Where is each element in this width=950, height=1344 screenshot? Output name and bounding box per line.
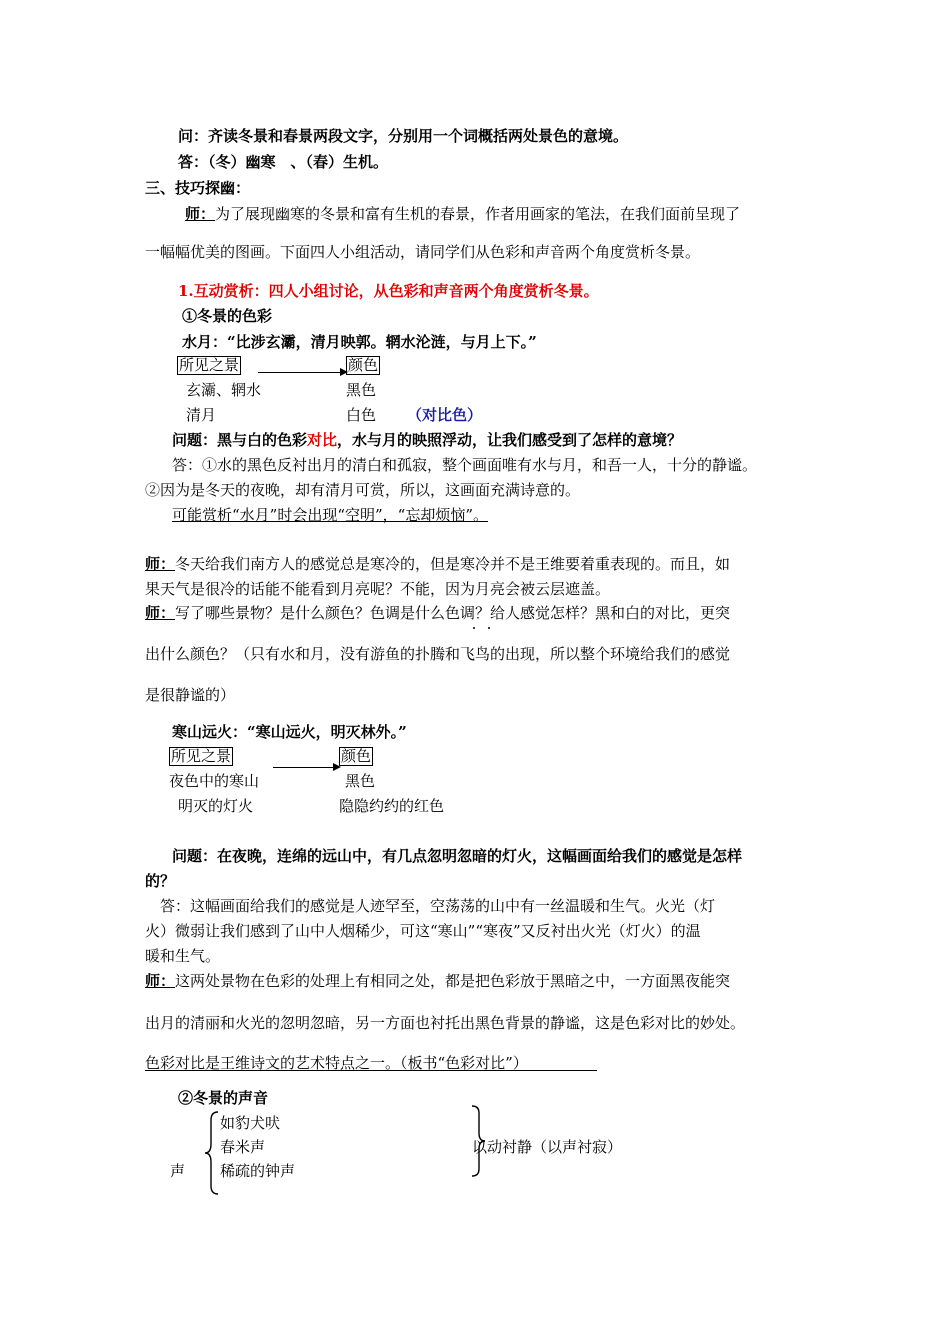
highlight-text: 对比 [307,431,338,449]
paragraph-line: 为了展现幽寒的冬景和富有生机的春景，作者用画家的笔法，在我们面前呈现了 [215,205,741,223]
emphasis-dot [488,627,490,629]
table-header-color [346,355,380,375]
subheading-sound: ②冬景的声音 [178,1089,269,1107]
answer-line: 答：这幅画面给我们的感觉是人迹罕至，空荡荡的山中有一丝温暖和生气。火光（灯 [160,897,716,915]
table-cell-color: 黑色 [345,772,376,790]
question-part: ，水与月的映照浮动，让我们感受到了怎样的意境？ [337,431,683,449]
header-cell: 颜色 [348,356,379,374]
emphasis-dot [473,627,475,629]
sound-label: 声 [170,1162,186,1180]
paragraph-line: 这两处景物在色彩的处理上有相同之处，都是把色彩放于黑暗之中，一方面黑夜能突 [175,972,731,990]
header-cell: 所见之景 [171,747,232,765]
paragraph-line: 一幅幅优美的图画。下面四人小组活动，请同学们从色彩和声音两个角度赏析冬景。 [145,243,701,261]
paragraph-line: 写了哪些景物？是什么颜色？色调是什么色调？给人感觉怎样？黑和白的对比，更突 [175,604,731,622]
answer-text: 答：（冬）幽寒 、（春）生机。 [178,153,389,171]
paragraph-line: 出什么颜色？（只有水和月，没有游鱼的扑腾和飞鸟的出现，所以整个环境给我们的感觉 [145,645,731,663]
table-header-color [339,746,373,766]
sound-item: 春米声 [220,1138,266,1156]
paragraph-line: 出月的清丽和火光的忽明忽暗，另一方面也衬托出黑色背景的静谧，这是色彩对比的妙处。 [145,1014,746,1032]
sound-conclusion: 以动衬静（以声衬寂） [472,1138,623,1156]
section-heading: 三、技巧探幽： [145,179,251,197]
teacher-label: 师： [145,972,176,990]
quote-cold-mountain: 寒山远火：“寒山远火，明灭林外。” [172,723,407,741]
left-brace-icon [204,1110,220,1196]
answer-line: 暖和生气。 [145,947,221,965]
header-cell: 颜色 [341,747,372,765]
teacher-paragraph [145,971,730,991]
teacher-paragraph [145,554,730,574]
question-part: 问题：黑与白的色彩 [172,431,308,449]
paragraph-line: 是很静谧的） [145,686,236,704]
table-cell-scene: 明灭的灯火 [178,797,254,815]
answer-line: 答：①水的黑色反衬出月的清白和孤寂，整个画面唯有水与月，和吾一人，十分的静谧。 [172,456,758,474]
sound-item: 稀疏的钟声 [220,1162,296,1180]
paragraph-line: 果天气是很冷的话能不能看到月亮呢？不能，因为月亮会被云层遮盖。 [145,580,611,598]
sound-item: 如豹犬吠 [220,1114,281,1132]
paragraph-line: 冬天给我们南方人的感觉总是寒冷的，但是寒冷并不是王维要着重表现的。而且，如 [175,555,731,573]
arrow-icon [258,372,346,373]
table-cell-color: 白色 [346,406,377,424]
question-text: 问：齐读冬景和春景两段文字，分别用一个词概括两处景色的意境。 [178,127,629,145]
table-cell-scene: 玄灞、辋水 [186,381,262,399]
question-black-white [172,430,682,450]
answer-line: 火）微弱让我们感到了山中人烟稀少，可这“寒山”“寒夜”又反衬出火光（灯火）的温 [145,922,701,940]
teacher-label: 师： [145,604,176,622]
teacher-paragraph-intro [185,204,740,224]
question-line: 问题：在夜晚，连绵的远山中，有几点忽明忽暗的灯火，这幅画面给我们的感觉是怎样 [172,847,743,865]
contrast-note: （对比色） [407,406,483,424]
paragraph-line: 色彩对比是王维诗文的艺术特点之一。（板书“色彩对比”） [145,1054,528,1072]
teacher-label: 师： [145,555,176,573]
subheading-color: ①冬景的色彩 [182,307,273,325]
arrow-icon [273,767,339,768]
table-cell-color: 黑色 [346,381,377,399]
activity-title: 1.互动赏析：四人小组讨论，从色彩和声音两个角度赏析冬景。 [178,282,599,300]
table-header-scene [169,746,233,766]
note-line: 可能赏析“水月”时会出现“空明”，“忘却烦恼”。 [172,506,489,524]
table-cell-scene: 清月 [186,406,217,424]
header-cell: 所见之景 [179,356,240,374]
teacher-paragraph [145,603,730,623]
table-cell-color: 隐隐约约的红色 [339,797,445,815]
teacher-label: 师： [185,205,216,223]
underline-rule [145,1070,597,1071]
quote-water-moon: 水月：“比涉玄灞，清月映郭。辋水沦涟，与月上下。” [182,333,537,351]
table-header-scene [177,355,241,375]
answer-line: ②因为是冬天的夜晚，却有清月可赏，所以，这画面充满诗意的。 [145,481,581,499]
question-line: 的？ [145,872,176,890]
table-cell-scene: 夜色中的寒山 [169,772,260,790]
